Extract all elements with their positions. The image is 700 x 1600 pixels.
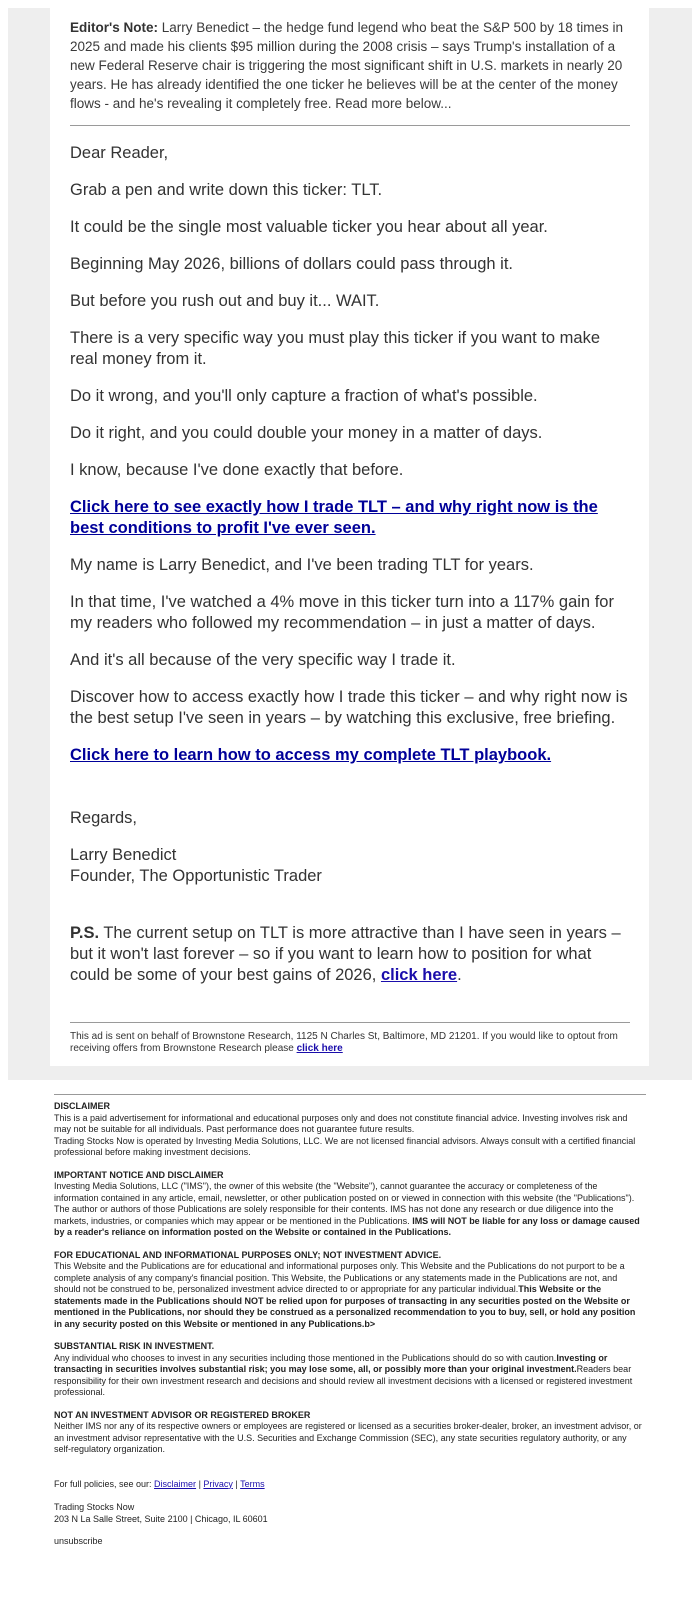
risk-text: Readers bear responsibility for their own investment research and decisions and should review all investment decisions with a licensed or registered investment professional. — [54, 1364, 633, 1397]
letter-body — [70, 143, 629, 782]
company-info — [54, 1502, 644, 1525]
paragraph: My name is Larry Benedict, and I've been trading TLT for years. — [70, 556, 534, 574]
advisor-text: Neither IMS nor any of its respective owners or employees are registered or licensed as a securities broker-dealer, broker, an investment advisor, or an investment advisor representative with the U.S. Securities and Exchange Commission (SEC), any state securities regulatory authority, or any self-regulatory organization. — [54, 1421, 642, 1454]
footer — [54, 1101, 644, 1548]
notice-bold-text: IMS will NOT be liable for any loss or damage caused by a reader's reliance on information posted on the Website or contained in the Publications. — [54, 1215, 640, 1237]
educational-section — [54, 1250, 644, 1331]
paragraph: But before you rush out and buy it... WAIT. — [70, 292, 380, 310]
paragraph: Beginning May 2026, billions of dollars could pass through it. — [70, 255, 514, 273]
disclaimer-section — [54, 1101, 644, 1159]
paragraph: Do it wrong, and you'll only capture a fraction of what's possible. — [70, 387, 538, 405]
risk-section — [54, 1341, 644, 1399]
notice-section — [54, 1170, 644, 1239]
educational-text: This Website and the Publications are for educational and informational purposes only. This Website and the Publications do not purport to be a complete analysis of any company's financial position. This Website, the Publications or any statements made in the Publications are not, and should not be construed to be, personalized investment advice directed to or appropriate for any particular individual. — [54, 1261, 625, 1294]
editor-note-text: Larry Benedict – the hedge fund legend who beat the S&P 500 by 18 times in 2025 and made his clients $95 million during the 2008 crisis – says Trump's installation of a new Federal Reserve chair is triggering the most significant shift in U.S. markets in nearly 20 years. He has already identified the one ticker he believes will be at the center of the money flows - and he's revealing it completely free. Read more below... — [70, 20, 624, 111]
risk-text: Any individual who chooses to invest in any securities including those mentioned in the Publications should do so with caution. — [54, 1352, 557, 1363]
company-name: Trading Stocks Now — [54, 1502, 135, 1512]
paragraph: Discover how to access exactly how I trade this ticker – and why right now is the best setup I've seen in years – by watching this exclusive, free briefing. — [70, 688, 628, 727]
email-outer-background — [8, 8, 692, 1080]
ps-end: . — [457, 966, 462, 984]
risk-heading: SUBSTANTIAL RISK IN INVESTMENT. — [54, 1341, 215, 1351]
disclaimer-heading: DISCLAIMER — [54, 1101, 110, 1111]
paragraph: I know, because I've done exactly that before. — [70, 461, 404, 479]
editor-note — [70, 18, 629, 113]
ad-disclosure-text: This ad is sent on behalf of Brownstone Research, 1125 N Charles St, Baltimore, MD 21201. If you would like to optout from receiving offers from Brownstone Research please — [70, 1031, 618, 1054]
trade-tlt-link[interactable]: Click here to see exactly how I trade TLT – and why right now is the best conditions to profit I've ever seen. — [70, 498, 598, 537]
ad-disclosure — [70, 1031, 629, 1055]
ps-text: The current setup on TLT is more attractive than I have seen in years – but it won't last forever – so if you want to learn how to position for what could be some of your best gains of 2026, — [70, 924, 621, 984]
unsubscribe-link[interactable]: unsubscribe — [54, 1536, 103, 1546]
signer-name: Larry Benedict — [70, 846, 177, 864]
optout-link[interactable]: click here — [296, 1043, 343, 1054]
disclaimer-text: This is a paid advertisement for informational and educational purposes only and does not constitute financial advice. Investing involves risk and may not be suitable for all individuals. Past performance does not guarantee future results. — [54, 1112, 628, 1134]
paragraph: There is a very specific way you must play this ticker if you want to make real money from it. — [70, 329, 601, 368]
greeting: Dear Reader, — [70, 144, 169, 162]
educational-bold-text: This Website or the statements made in the Publications should NOT be relied upon for purposes of transacting in any securities posted on the Website or mentioned in the Publications, nor should they be construed as a personalized recommendation to you to buy, sell, or hold any position in any security posted on this Website or mentioned in any Publications.b> — [54, 1284, 636, 1329]
privacy-link[interactable]: Privacy — [203, 1478, 233, 1489]
editor-note-label: Editor's Note: — [70, 20, 158, 35]
postscript — [70, 923, 629, 986]
ps-label: P.S. — [70, 924, 100, 942]
notice-heading: IMPORTANT NOTICE AND DISCLAIMER — [54, 1169, 224, 1180]
separator: | — [196, 1478, 204, 1489]
divider — [70, 125, 630, 126]
divider — [70, 1022, 630, 1023]
policies-prefix: For full policies, see our: — [54, 1478, 155, 1489]
notice-text: Investing Media Solutions, LLC ("IMS"), the owner of this website (the "Website"), cannot guarantee the accuracy or completeness of the information contained in any article, email, newsletter, or other publication posted on or viewed in connection with this website (the "Publications"). The author or authors of those Publications are solely responsible for their contents. IMS has not done any research or due diligence into the markets, industries, or companies which may appear or be mentioned in the Publications. — [54, 1181, 635, 1226]
company-address: 203 N La Salle Street, Suite 2100 | Chicago, IL 60601 — [54, 1513, 268, 1524]
terms-link[interactable]: Terms — [240, 1478, 265, 1489]
paragraph: It could be the single most valuable ticker you hear about all year. — [70, 218, 548, 236]
paragraph: Do it right, and you could double your money in a matter of days. — [70, 424, 543, 442]
risk-bold-text: Investing or transacting in securities involves substantial risk; you may lose some, all, or possibly more than your original investment. — [54, 1352, 608, 1374]
paragraph: Grab a pen and write down this ticker: TLT. — [70, 181, 383, 199]
tlt-playbook-link[interactable]: Click here to learn how to access my complete TLT playbook. — [70, 746, 552, 764]
advisor-section — [54, 1410, 644, 1456]
signoff — [70, 808, 629, 903]
policies-line — [54, 1479, 644, 1491]
paragraph: In that time, I've watched a 4% move in this ticker turn into a 117% gain for my readers who followed my recommendation – in just a matter of days. — [70, 593, 614, 632]
disclaimer-link[interactable]: Disclaimer — [154, 1478, 197, 1489]
separator: | — [232, 1478, 241, 1489]
paragraph: And it's all because of the very specific way I trade it. — [70, 651, 456, 669]
signer-title: Founder, The Opportunistic Trader — [70, 867, 322, 885]
footer-divider — [54, 1094, 646, 1095]
regards: Regards, — [70, 809, 137, 827]
educational-heading: FOR EDUCATIONAL AND INFORMATIONAL PURPOSES ONLY; NOT INVESTMENT ADVICE. — [54, 1249, 442, 1260]
email-card — [50, 8, 649, 1066]
ps-click-here-link[interactable]: click here — [380, 966, 458, 984]
advisor-heading: NOT AN INVESTMENT ADVISOR OR REGISTERED BROKER — [54, 1409, 311, 1420]
disclaimer-text: Trading Stocks Now is operated by Investing Media Solutions, LLC. We are not licensed financial advisors. Always consult with a certified financial professional before making investment decisions. — [54, 1135, 636, 1157]
